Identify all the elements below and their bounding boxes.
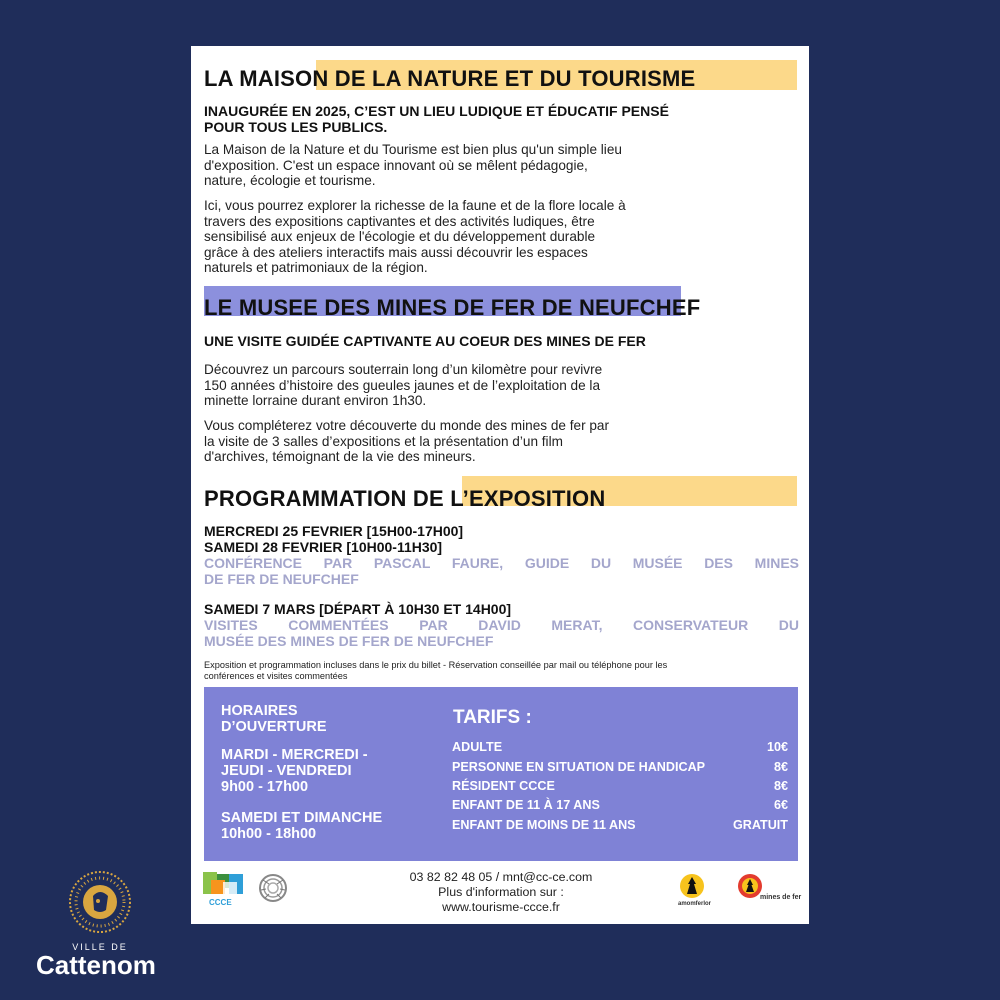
note-line: Exposition et programmation incluses dans le prix du billet - Réservation conseillée par mail ou téléphone pour les bbox=[204, 660, 668, 670]
section3-title: PROGRAMMATION DE L’EXPOSITION bbox=[204, 486, 606, 511]
subtitle-line: INAUGURÉE EN 2025, C’EST UN LIEU LUDIQUE ET ÉDUCATIF PENSÉ bbox=[204, 103, 669, 119]
weekday-line: JEUDI - VENDREDI bbox=[221, 763, 352, 779]
mines-de-fer-logo-text: mines de fer bbox=[760, 894, 802, 901]
tarif-label: ENFANT DE MOINS DE 11 ANS bbox=[452, 818, 636, 832]
cattenom-emblem-icon bbox=[68, 870, 132, 934]
event-date: MERCREDI 25 FEVRIER [15H00-17H00] bbox=[204, 523, 464, 539]
tarif-row bbox=[452, 760, 788, 774]
section2-subtitle: UNE VISITE GUIDÉE CAPTIVANTE AU COEUR DES MINES DE FER bbox=[204, 333, 646, 349]
ccce-logo bbox=[203, 872, 245, 910]
weekday-line: 9h00 - 17h00 bbox=[221, 779, 309, 795]
event-description: CONFÉRENCE PAR PASCAL FAURE, GUIDE DU MUSÉE DES MINES bbox=[204, 555, 799, 571]
subtitle-line: POUR TOUS LES PUBLICS. bbox=[204, 119, 388, 135]
ville-de-label: VILLE DE bbox=[72, 942, 128, 952]
cattenom-brand bbox=[36, 870, 166, 980]
hours-title-line: D’OUVERTURE bbox=[221, 719, 327, 735]
weekday-hours bbox=[221, 747, 421, 795]
para-line: sensibilisé aux enjeux de l'écologie et du développement durable bbox=[204, 229, 596, 244]
para-line: nature, écologie et tourisme. bbox=[204, 173, 376, 188]
section1-title: LA MAISON DE LA NATURE ET DU TOURISME bbox=[204, 66, 696, 91]
tarif-row bbox=[452, 798, 788, 812]
para-line: minette lorraine durant environ 1h30. bbox=[204, 393, 427, 408]
event-description: VISITES COMMENTÉES PAR DAVID MERAT, CONSERVATEUR DU bbox=[204, 617, 799, 633]
ccce-logo-text: CCCE bbox=[209, 898, 232, 907]
ticket-note bbox=[204, 660, 804, 682]
poster bbox=[191, 46, 809, 924]
weekend-line: SAMEDI ET DIMANCHE bbox=[221, 810, 383, 826]
tarif-row bbox=[452, 779, 788, 793]
para-line: d'archives, témoignant de la vie des mineurs. bbox=[204, 449, 476, 464]
weekend-line: 10h00 - 18h00 bbox=[221, 826, 317, 842]
event-1 bbox=[204, 523, 799, 587]
tarif-label: PERSONNE EN SITUATION DE HANDICAP bbox=[452, 760, 706, 774]
tarif-label: ENFANT DE 11 À 17 ANS bbox=[452, 798, 600, 812]
section1-paragraph-2 bbox=[204, 198, 794, 276]
weekend-hours bbox=[221, 810, 421, 842]
section2-paragraph-2 bbox=[204, 418, 794, 465]
tarif-row bbox=[452, 740, 788, 754]
tarifs-title: TARIFS : bbox=[453, 707, 532, 728]
website-link[interactable]: www.tourisme-ccce.fr bbox=[442, 900, 560, 914]
event-date: SAMEDI 7 MARS [DÉPART À 10H30 ET 14H00] bbox=[204, 601, 512, 617]
tarif-price: 6€ bbox=[773, 798, 788, 812]
event-2 bbox=[204, 601, 799, 649]
para-line: La Maison de la Nature et du Tourisme est bien plus qu'un simple lieu bbox=[204, 142, 622, 157]
tarif-label: ADULTE bbox=[452, 740, 503, 754]
event-description: MUSÉE DES MINES DE FER DE NEUFCHEF bbox=[204, 633, 494, 649]
section2-paragraph-1 bbox=[204, 362, 794, 409]
para-line: Vous compléterez votre découverte du monde des mines de fer par bbox=[204, 418, 610, 433]
para-line: la visite de 3 salles d’expositions et la présentation d’un film bbox=[204, 433, 563, 449]
cattenom-name: Cattenom bbox=[36, 950, 156, 980]
para-line: Ici, vous pourrez explorer la richesse de la faune et de la flore locale à bbox=[204, 198, 626, 213]
para-line: d'exposition. C'est un espace innovant où se mêlent pédagogie, bbox=[204, 157, 588, 173]
para-line: naturels et patrimoniaux de la région. bbox=[204, 260, 428, 275]
tarif-price: GRATUIT bbox=[732, 818, 788, 832]
event-description: DE FER DE NEUFCHEF bbox=[204, 571, 359, 587]
more-info-label: Plus d'information sur : bbox=[438, 885, 564, 899]
contact-info bbox=[381, 870, 621, 915]
tarif-price: 8€ bbox=[773, 779, 788, 793]
contact-phone-email[interactable]: 03 82 82 48 05 / mnt@cc-ce.com bbox=[409, 870, 593, 884]
amomferlor-logo bbox=[678, 872, 718, 912]
para-line: grâce à des ateliers interactifs mais aussi découvrir les espaces bbox=[204, 244, 588, 260]
tarif-price: 8€ bbox=[773, 760, 788, 774]
para-line: travers des expositions captivantes et des activités ludiques, être bbox=[204, 213, 595, 229]
mines-de-fer-logo bbox=[736, 872, 802, 912]
section2-title: LE MUSEE DES MINES DE FER DE NEUFCHEF bbox=[204, 295, 701, 320]
weekday-line: MARDI - MERCREDI - bbox=[221, 747, 368, 763]
tarif-row bbox=[452, 818, 788, 832]
section1-paragraph-1 bbox=[204, 142, 794, 189]
section1-subtitle bbox=[204, 103, 799, 135]
amomferlor-logo-text: amomferlor bbox=[678, 901, 712, 907]
note-line: conférences et visites commentées bbox=[204, 671, 348, 681]
para-line: Découvrez un parcours souterrain long d’un kilomètre pour revivre bbox=[204, 362, 603, 377]
opening-hours-title bbox=[221, 703, 421, 735]
para-line: 150 années d’histoire des gueules jaunes et de l’exploitation de la bbox=[204, 377, 601, 393]
event-date: SAMEDI 28 FEVRIER [10H00-11H30] bbox=[204, 539, 443, 555]
tarif-price: 10€ bbox=[766, 740, 788, 754]
tarif-label: RÉSIDENT CCCE bbox=[452, 779, 555, 793]
ammonite-logo bbox=[255, 872, 291, 908]
info-box bbox=[204, 687, 798, 861]
hours-title-line: HORAIRES bbox=[221, 703, 298, 719]
